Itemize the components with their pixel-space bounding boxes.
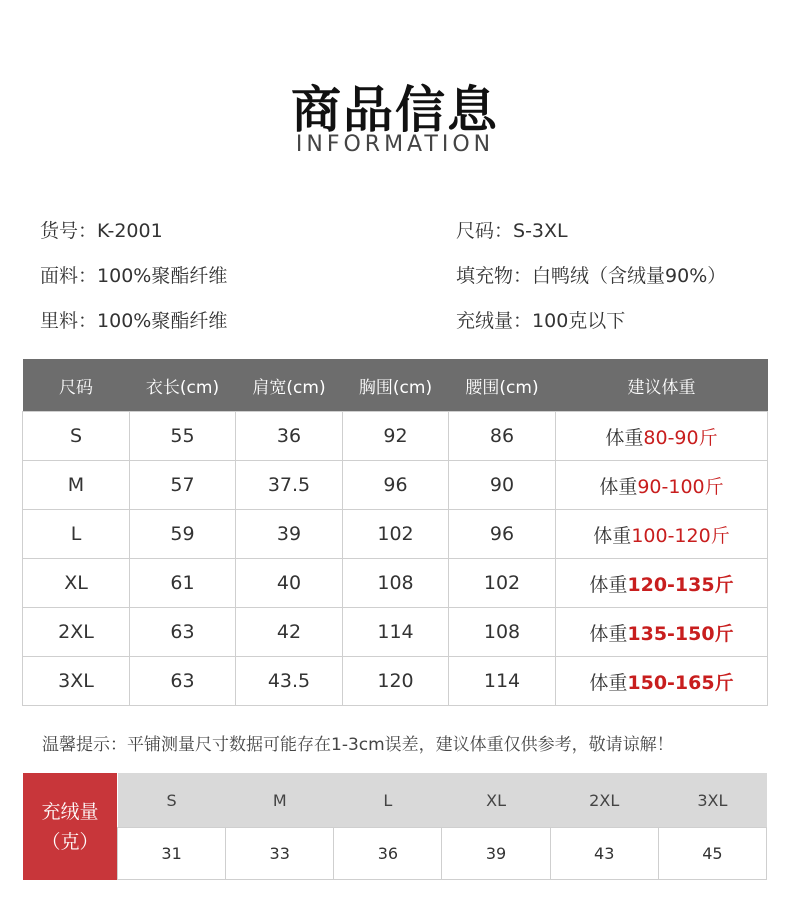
cell-weight <box>556 608 768 657</box>
weight-prefix: 体重 <box>589 573 628 596</box>
down-value: 31 <box>118 828 226 880</box>
weight-range: 80-90斤 <box>643 426 718 449</box>
down-value: 39 <box>442 828 550 880</box>
info-lining-value: 100%聚酯纤维 <box>97 310 228 332</box>
cell-shoulder: 39 <box>236 510 343 559</box>
info-down-amount <box>456 306 625 333</box>
weight-range: 90-100斤 <box>637 475 724 498</box>
info-filling <box>456 261 726 288</box>
down-label-line2: （克） <box>41 830 99 853</box>
weight-range: 120-135斤 <box>627 573 734 596</box>
info-down-amount-label: 充绒量： <box>456 310 533 332</box>
cell-size: L <box>23 510 130 559</box>
cell-length: 59 <box>130 510 236 559</box>
down-amount-table <box>117 773 767 880</box>
weight-prefix: 体重 <box>589 671 628 694</box>
info-item-no-label: 货号： <box>40 220 98 242</box>
cell-chest: 92 <box>343 412 449 461</box>
header-chest: 胸围(cm) <box>343 359 449 412</box>
down-table-header-row <box>118 773 767 828</box>
table-row <box>23 608 768 657</box>
cell-weight <box>556 461 768 510</box>
cell-waist: 102 <box>449 559 556 608</box>
header-weight: 建议体重 <box>556 359 768 412</box>
info-fabric <box>40 261 227 288</box>
weight-prefix: 体重 <box>593 524 632 547</box>
info-lining <box>40 306 227 333</box>
down-header-size: XL <box>442 773 550 828</box>
header-size: 尺码 <box>23 359 130 412</box>
down-label-line1: 充绒量 <box>41 800 99 823</box>
cell-length: 61 <box>130 559 236 608</box>
cell-shoulder: 37.5 <box>236 461 343 510</box>
cell-length: 57 <box>130 461 236 510</box>
down-value: 45 <box>658 828 766 880</box>
page-title: 商品信息 <box>291 81 499 139</box>
cell-weight <box>556 657 768 706</box>
cell-size: 2XL <box>23 608 130 657</box>
info-lining-label: 里料： <box>40 310 98 332</box>
info-fabric-value: 100%聚酯纤维 <box>97 265 228 287</box>
cell-chest: 96 <box>343 461 449 510</box>
info-item-no-value: K-2001 <box>97 220 163 242</box>
table-row <box>23 510 768 559</box>
cell-waist: 96 <box>449 510 556 559</box>
info-item-no <box>40 216 163 243</box>
cell-chest: 114 <box>343 608 449 657</box>
cell-chest: 102 <box>343 510 449 559</box>
info-down-amount-value: 100克以下 <box>532 310 626 332</box>
info-size <box>456 216 568 243</box>
table-row <box>118 828 767 880</box>
weight-range: 135-150斤 <box>627 622 734 645</box>
down-header-size: M <box>226 773 334 828</box>
cell-size: XL <box>23 559 130 608</box>
table-row <box>23 412 768 461</box>
down-header-size: 3XL <box>658 773 766 828</box>
cell-shoulder: 43.5 <box>236 657 343 706</box>
cell-shoulder: 42 <box>236 608 343 657</box>
cell-weight <box>556 559 768 608</box>
cell-waist: 108 <box>449 608 556 657</box>
weight-range: 100-120斤 <box>631 524 730 547</box>
cell-size: M <box>23 461 130 510</box>
cell-chest: 120 <box>343 657 449 706</box>
measurement-tip: 温馨提示：平铺测量尺寸数据可能存在1-3cm误差，建议体重仅供参考，敬请谅解！ <box>42 735 674 755</box>
weight-prefix: 体重 <box>589 622 628 645</box>
cell-shoulder: 36 <box>236 412 343 461</box>
header-waist: 腰围(cm) <box>449 359 556 412</box>
weight-range: 150-165斤 <box>627 671 734 694</box>
cell-weight <box>556 412 768 461</box>
page-subtitle: INFORMATION <box>295 132 495 157</box>
cell-waist: 86 <box>449 412 556 461</box>
cell-length: 63 <box>130 657 236 706</box>
cell-weight <box>556 510 768 559</box>
cell-chest: 108 <box>343 559 449 608</box>
size-table <box>22 359 768 706</box>
header-shoulder: 肩宽(cm) <box>236 359 343 412</box>
cell-length: 55 <box>130 412 236 461</box>
down-amount-label <box>23 773 117 880</box>
table-row <box>23 559 768 608</box>
down-header-size: 2XL <box>550 773 658 828</box>
down-value: 43 <box>550 828 658 880</box>
size-table-header-row <box>23 359 768 412</box>
cell-waist: 114 <box>449 657 556 706</box>
down-value: 33 <box>226 828 334 880</box>
cell-size: 3XL <box>23 657 130 706</box>
cell-length: 63 <box>130 608 236 657</box>
down-value: 36 <box>334 828 442 880</box>
weight-prefix: 体重 <box>605 426 644 449</box>
info-filling-label: 填充物： <box>456 265 533 287</box>
table-row <box>23 461 768 510</box>
cell-size: S <box>23 412 130 461</box>
weight-prefix: 体重 <box>599 475 638 498</box>
cell-shoulder: 40 <box>236 559 343 608</box>
header-length: 衣长(cm) <box>130 359 236 412</box>
table-row <box>23 657 768 706</box>
cell-waist: 90 <box>449 461 556 510</box>
down-header-size: S <box>118 773 226 828</box>
down-header-size: L <box>334 773 442 828</box>
info-size-label: 尺码： <box>456 220 514 242</box>
info-size-value: S-3XL <box>513 220 568 242</box>
info-filling-value: 白鸭绒（含绒量90%） <box>532 265 727 287</box>
info-fabric-label: 面料： <box>40 265 98 287</box>
